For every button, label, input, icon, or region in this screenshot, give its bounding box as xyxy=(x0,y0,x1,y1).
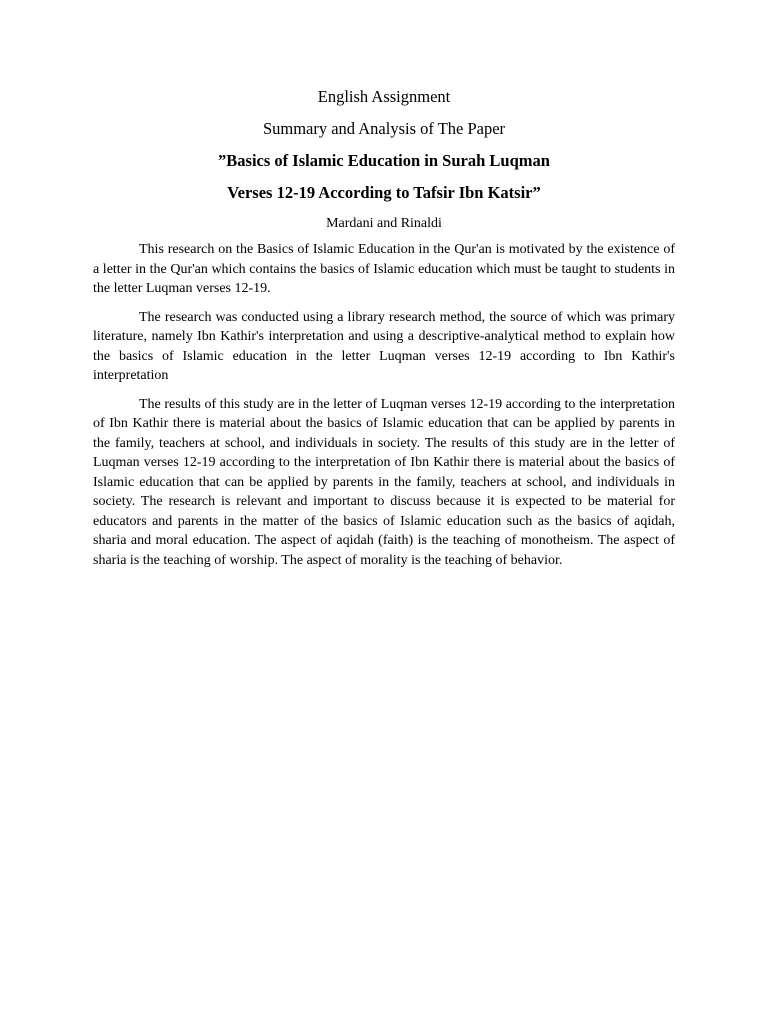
paragraph-results: The results of this study are in the letter of Luqman verses 12-19 according to the interpretation of Ibn Kathir there is material about the basics of Islamic education that can be applied by parents in the family, teachers at school, and individuals in society. The results of this study are in the letter of Luqman verses 12-19 according to the interpretation of Ibn Kathir there is material about the basics of Islamic education that can be applied by parents in the family, teachers at school, and individuals in society. The research is relevant and important to discuss because it is expected to be material for educators and parents in the matter of the basics of Islamic education such as the basics of aqidah, sharia and moral education. The aspect of aqidah (faith) is the teaching of monotheism. The aspect of sharia is the teaching of worship. The aspect of morality is the teaching of behavior. xyxy=(93,396,675,568)
paper-title-line-1: ”Basics of Islamic Education in Surah Luqman xyxy=(218,151,550,170)
document-page xyxy=(93,86,675,579)
summary-subheading: Summary and Analysis of The Paper xyxy=(262,119,506,138)
authors-line: Mardani and Rinaldi xyxy=(326,216,442,231)
paper-title-line-2: Verses 12-19 According to Tafsir Ibn Katsir” xyxy=(227,183,541,202)
assignment-heading: English Assignment xyxy=(317,87,451,106)
paragraph-background: This research on the Basics of Islamic Education in the Qur'an is motivated by the existence of a letter in the Qur'an which contains the basics of Islamic education which must be taught to students in the letter Luqman verses 12-19. xyxy=(93,242,675,296)
paragraph-method: The research was conducted using a library research method, the source of which was primary literature, namely Ibn Kathir's interpretation and using a descriptive-analytical method to explain how the basics of Islamic education in the letter Luqman verses 12-19 according to Ibn Kathir's interpretation xyxy=(93,309,675,383)
